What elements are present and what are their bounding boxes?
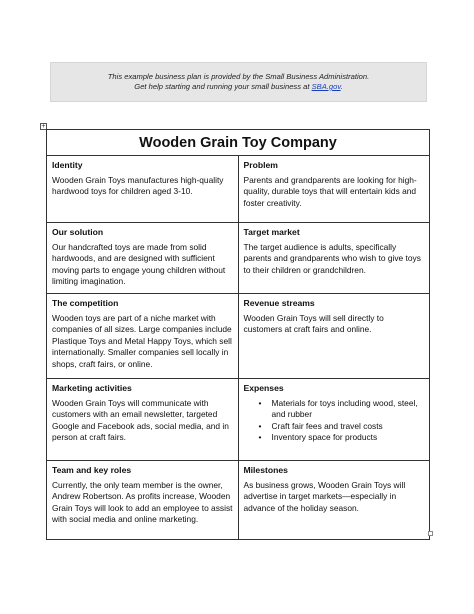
team-cell[interactable] [47,461,239,540]
milestones-heading: Milestones [243,465,288,475]
milestones-cell[interactable] [238,461,430,540]
list-item [258,397,425,421]
problem-text: Parents and grandparents are looking for high-quality, durable toys that will entertain kids and foster creativity. [243,174,417,208]
bullet-icon: • [258,432,262,443]
target-market-cell[interactable] [238,223,430,294]
competition-heading: The competition [52,298,119,308]
list-item [258,420,425,433]
revenue-text: Wooden Grain Toys will sell directly to customers at craft fairs and online. [243,312,384,335]
problem-cell[interactable] [238,156,430,223]
expense-item-text: Materials for toys including wood, steel, and rubber [271,397,418,420]
list-item [258,432,425,444]
notice-line-2-prefix: Get help starting and running your small business at [134,82,312,91]
competition-text: Wooden toys are part of a niche market with companies of all sizes. Large companies include Plastique Toys and Metal Happy Toys, which sell internationally. Smaller companies sell locally in shops, craft fairs, or online. [52,312,232,369]
notice-line-1: This example business plan is provided by the Small Business Administration. [107,72,370,81]
target-market-heading: Target market [243,227,300,237]
expense-item-text: Inventory space for products [271,432,378,443]
solution-text: Our handcrafted toys are made from solid hardwoods, and are designed with sufficient moving parts to engage young children without limiting imagination. [52,241,226,287]
bullet-icon: • [258,397,262,408]
revenue-heading: Revenue streams [243,298,315,308]
marketing-cell[interactable] [47,379,239,461]
milestones-text: As business grows, Wooden Grain Toys will advertise in target markets—especially in advance of the holiday season. [243,479,406,513]
table-move-handle-icon[interactable]: + [41,123,46,130]
target-market-text: The target audience is adults, specifically parents and grandparents who wish to give toys to their children or grandchildren. [243,241,421,275]
notice-line-2 [51,82,426,92]
expenses-cell[interactable] [238,379,430,461]
expenses-heading: Expenses [243,383,284,393]
sba-notice-banner [50,62,427,102]
expense-item-text: Craft fair fees and travel costs [271,420,383,431]
marketing-heading: Marketing activities [52,383,132,393]
notice-line-2-suffix: . [340,82,343,91]
identity-cell[interactable] [47,156,239,223]
team-heading: Team and key roles [52,465,132,475]
sba-link[interactable]: SBA.gov [311,82,341,91]
table-resize-handle-icon[interactable] [428,531,433,536]
revenue-cell[interactable] [238,294,430,379]
competition-cell[interactable] [47,294,239,379]
team-text: Currently, the only team member is the owner, Andrew Robertson. As profits increase, Wooden Grain Toys will look to add an employee to assist with social media and online marketing. [52,479,233,525]
identity-text: Wooden Grain Toys manufactures high-quality hardwood toys for children aged 3-10. [52,174,224,197]
solution-cell[interactable] [47,223,239,294]
solution-heading: Our solution [52,227,104,237]
identity-heading: Identity [52,160,83,170]
marketing-text: Wooden Grain Toys will communicate with customers with an email newsletter, targeted Google and Facebook ads, social media, and in person at craft fairs. [52,397,229,443]
problem-heading: Problem [243,160,278,170]
business-plan-table [46,129,430,540]
bullet-icon: • [258,420,262,431]
expenses-list [244,398,425,444]
plan-title: Wooden Grain Toy Company [47,130,430,156]
